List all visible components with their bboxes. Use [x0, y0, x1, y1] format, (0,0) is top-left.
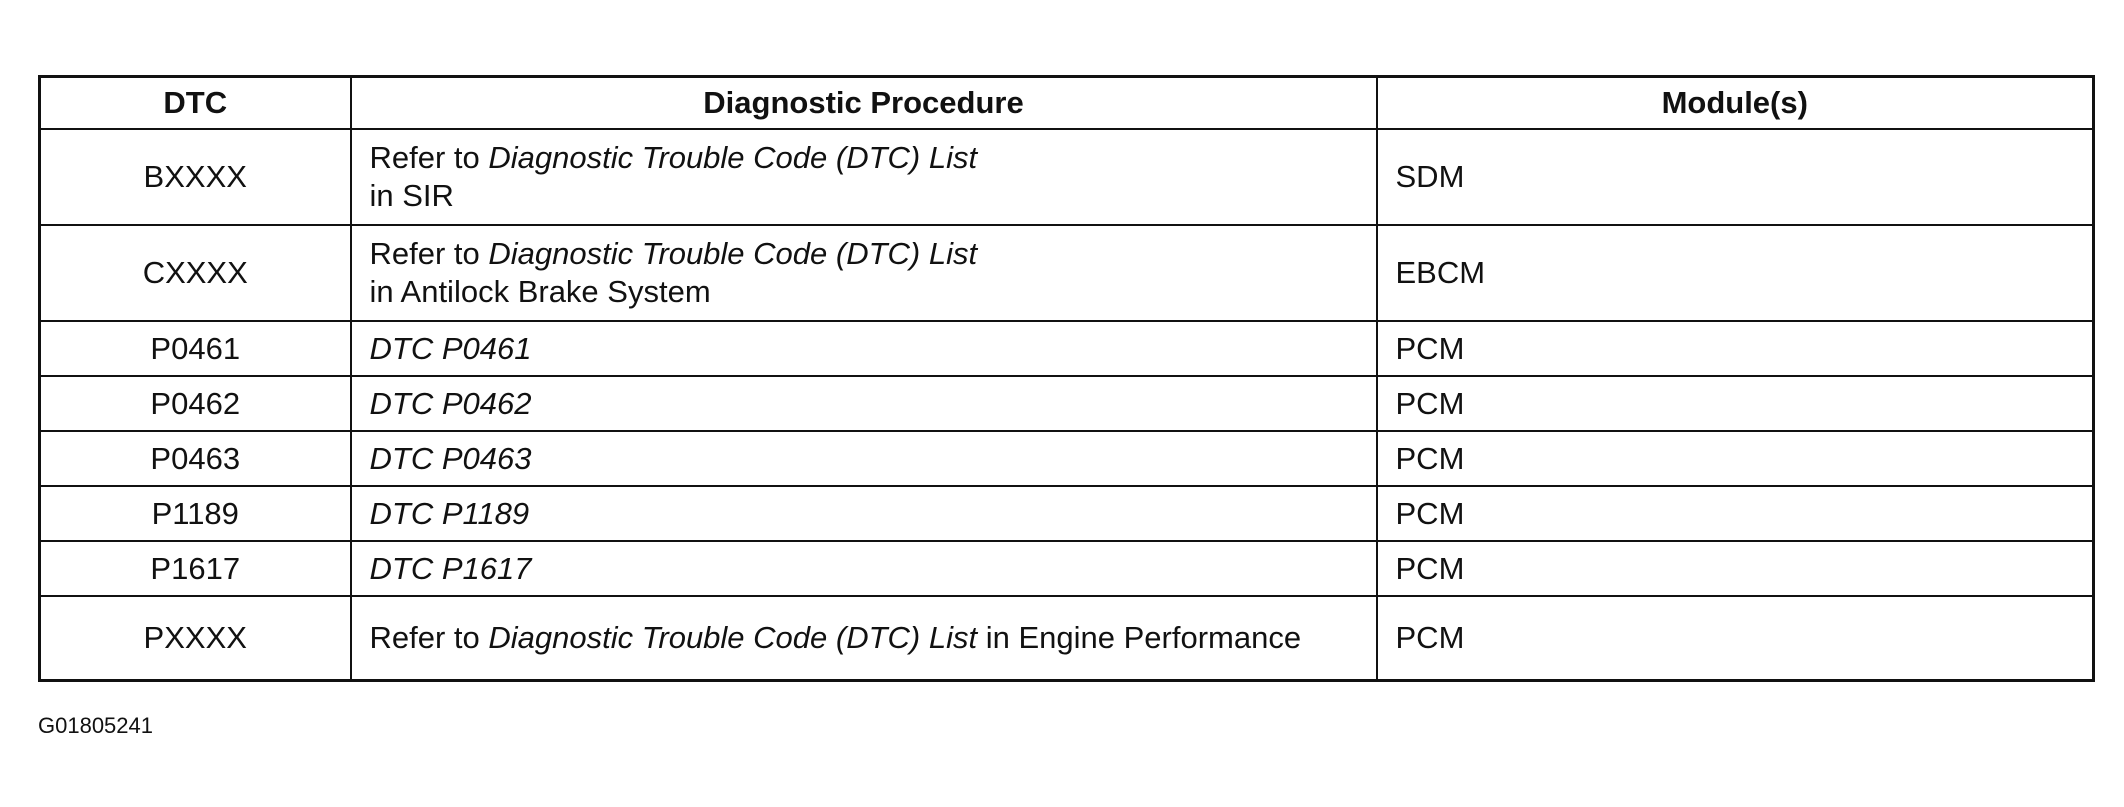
procedure-reference: DTC P0461: [351, 321, 1377, 376]
dtc-code: PXXXX: [40, 596, 351, 681]
procedure-text: Refer to: [369, 236, 489, 271]
dtc-code: P1617: [40, 541, 351, 596]
module: PCM: [1377, 321, 2094, 376]
table-row: [40, 321, 2094, 376]
procedure-text: Refer to: [369, 620, 489, 655]
procedure-reference: Diagnostic Trouble Code (DTC) List: [488, 140, 978, 175]
procedure-reference: Diagnostic Trouble Code (DTC) List: [488, 236, 978, 271]
procedure-reference: DTC P0463: [351, 431, 1377, 486]
module: PCM: [1377, 596, 2094, 681]
procedure-text: in Antilock Brake System: [369, 274, 711, 309]
module: SDM: [1377, 129, 2094, 225]
dtc-code: P0463: [40, 431, 351, 486]
dtc-code: P1189: [40, 486, 351, 541]
dtc-code: BXXXX: [40, 129, 351, 225]
table-row: [40, 541, 2094, 596]
header-modules: Module(s): [1377, 77, 2094, 130]
dtc-code: P0462: [40, 376, 351, 431]
table-row: [40, 225, 2094, 321]
module: PCM: [1377, 486, 2094, 541]
dtc-code: CXXXX: [40, 225, 351, 321]
procedure-reference: DTC P1189: [351, 486, 1377, 541]
header-dtc: DTC: [40, 77, 351, 130]
header-diagnostic-procedure: Diagnostic Procedure: [351, 77, 1377, 130]
diagnostic-procedure: [351, 596, 1377, 681]
module: EBCM: [1377, 225, 2094, 321]
dtc-code: P0461: [40, 321, 351, 376]
procedure-text: in Engine Performance: [977, 620, 1302, 655]
table-header-row: [40, 77, 2094, 130]
diagnostic-procedure: [351, 225, 1377, 321]
dtc-table: [38, 75, 2095, 682]
diagnostic-procedure: [351, 129, 1377, 225]
module: PCM: [1377, 431, 2094, 486]
figure-id: G01805241: [38, 713, 153, 738]
procedure-reference: DTC P0462: [351, 376, 1377, 431]
table-row: [40, 486, 2094, 541]
procedure-text: in SIR: [369, 178, 454, 213]
table-row: [40, 596, 2094, 681]
procedure-reference: DTC P1617: [351, 541, 1377, 596]
table-row: [40, 129, 2094, 225]
table-row: [40, 376, 2094, 431]
module: PCM: [1377, 376, 2094, 431]
procedure-reference: Diagnostic Trouble Code (DTC) List: [488, 620, 978, 655]
table-row: [40, 431, 2094, 486]
procedure-text: Refer to: [369, 140, 489, 175]
module: PCM: [1377, 541, 2094, 596]
